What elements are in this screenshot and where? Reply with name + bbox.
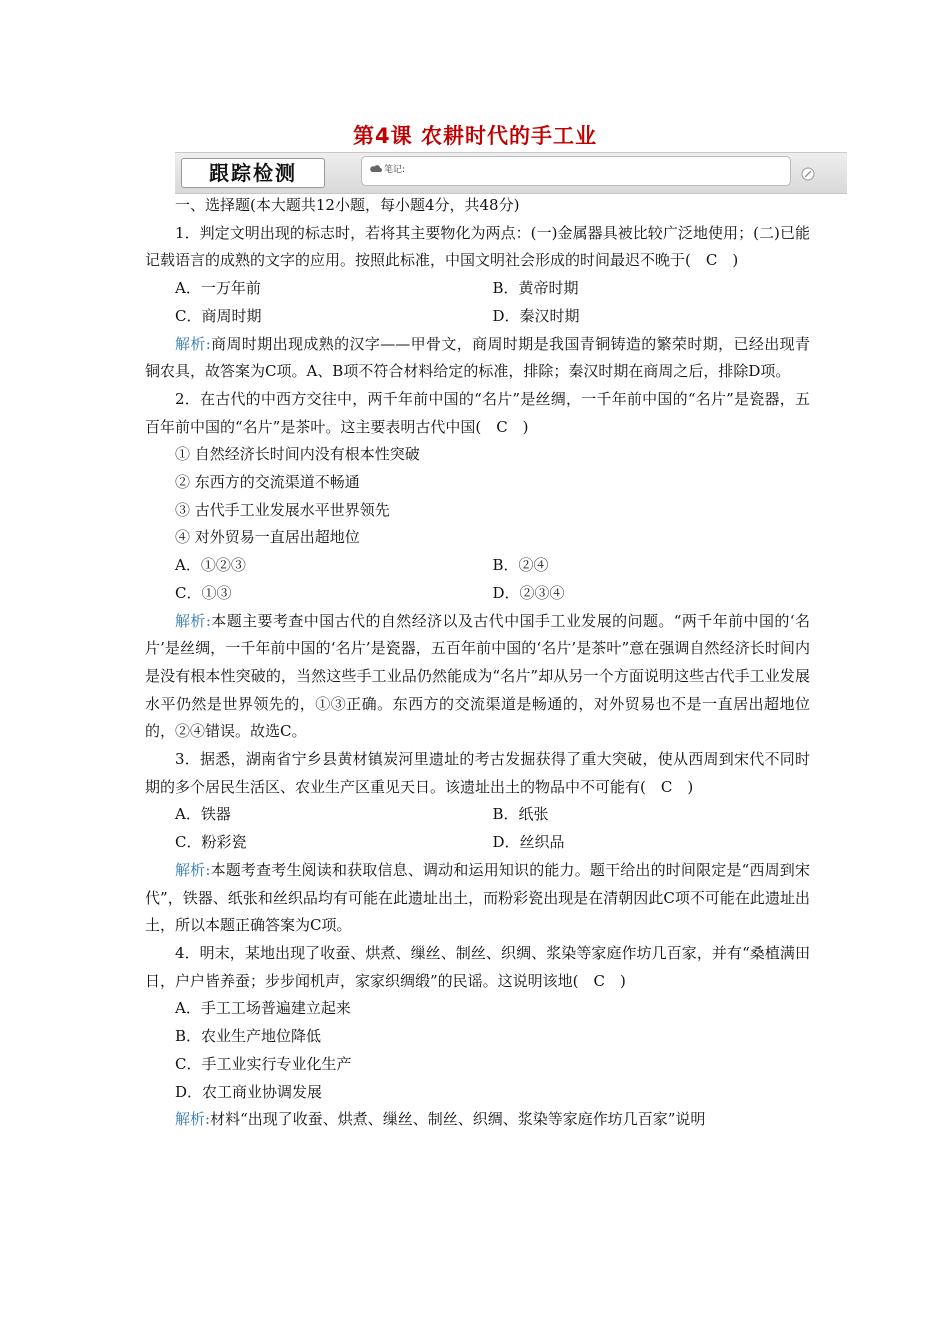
question-2-options-row-2 (145, 580, 810, 608)
question-1-options-row-2 (145, 303, 810, 331)
analysis-label: 解析: (175, 611, 211, 630)
option-c: C．手工业实行专业化生产 (175, 1054, 352, 1073)
tracking-badge: 跟踪检测 (181, 158, 325, 188)
option-d: D．丝织品 (492, 833, 565, 852)
question-2-stem: 2．在古代的中西方交往中，两千年前中国的“名片”是丝绸，一千年前中国的“名片”是瓷器，五百年前中国的“名片”是茶叶。这主要表明古代中国( C ) (145, 389, 810, 436)
analysis-text: 商周时期出现成熟的汉字——甲骨文，商周时期是我国青铜铸造的繁荣时期，已经出现青铜农具，故答案为C项。A、B项不符合材料给定的标准，排除；秦汉时期在商周之后，排除D项。 (145, 334, 810, 381)
question-2-options-row-1 (145, 552, 810, 580)
tracking-header-bar (175, 152, 847, 194)
question-3-analysis (145, 857, 810, 940)
analysis-label: 解析: (175, 860, 211, 879)
option-a: A．①②③ (175, 556, 246, 575)
analysis-text: 材料“出现了收蚕、烘煮、缫丝、制丝、织绸、浆染等家庭作坊几百家”说明 (210, 1110, 706, 1129)
statement-1: ① 自然经济长时间内没有根本性突破 (175, 445, 420, 464)
cloud-icon (370, 164, 382, 176)
option-a: A．一万年前 (175, 279, 261, 298)
analysis-text: 本题考查考生阅读和获取信息、调动和运用知识的能力。题干给出的时间限定是“西周到宋代”，铁器、纸张和丝织品均有可能在此遗址出土，而粉彩瓷出现是在清朝因此C项不可能在此遗址出土，所以本题正确答案为C项。 (145, 860, 810, 935)
analysis-label: 解析: (175, 1110, 211, 1129)
question-3-options-row-2 (145, 829, 810, 857)
option-b: B．纸张 (492, 805, 549, 824)
question-3-stem: 3．据悉，湖南省宁乡县黄材镇炭河里遗址的考古发掘获得了重大突破，使从西周到宋代不同时期的多个居民生活区、农业生产区重见天日。该遗址出土的物品中不可能有( C ) (145, 750, 810, 796)
question-1-analysis (145, 331, 810, 386)
question-3-options-row-1 (145, 801, 810, 829)
option-d: D．农工商业协调发展 (175, 1082, 323, 1101)
option-b: B．农业生产地位降低 (175, 1027, 322, 1046)
analysis-text: 本题主要考查中国古代的自然经济以及古代中国手工业发展的问题。“两千年前中国的‘名片’是丝绸，一千年前中国的‘名片’是瓷器，五百年前中国的‘名片’是茶叶”意在强调自然经济长时间内是没有根本性突破的，当然这些手工业品仍然能成为“名片”却从另一个方面说明这些古代手工业发展水平仍然是世界领先的，①③正确。东西方的交流渠道是畅通的，对外贸易也不是一直居出超地位的，②④错误。故选C。 (145, 611, 810, 741)
option-c: C．商周时期 (175, 306, 262, 325)
notes-field[interactable] (361, 156, 791, 186)
notes-label: 笔记: (384, 165, 406, 175)
lesson-title: 第4课 农耕时代的手工业 (353, 124, 597, 148)
option-c: C．粉彩瓷 (175, 833, 247, 852)
question-4-stem: 4．明末，某地出现了收蚕、烘煮、缫丝、制丝、织绸、浆染等家庭作坊几百家，并有“桑植满田日，户户皆养蚕；步步闻机声，家家织绸缎”的民谣。这说明该地( C ) (145, 943, 810, 990)
option-d: D．②③④ (492, 583, 565, 602)
option-b: B．②④ (492, 556, 549, 575)
statement-3: ③ 古代手工业发展水平世界领先 (175, 500, 390, 519)
option-a: A．手工工场普遍建立起来 (175, 999, 351, 1018)
option-b: B．黄帝时期 (492, 279, 579, 298)
option-c: C．①③ (175, 583, 232, 602)
question-4-analysis (145, 1106, 810, 1134)
question-1-stem: 1．判定文明出现的标志时，若将其主要物化为两点：(一)金属器具被比较广泛地使用；(二)已能记载语言的成熟的文字的应用。按照此标准，中国文明社会形成的时间最迟不晚于( C ) (145, 223, 810, 270)
statement-2: ② 东西方的交流渠道不畅通 (175, 473, 360, 492)
question-2-analysis (145, 608, 810, 747)
option-d: D．秦汉时期 (492, 306, 580, 325)
question-content (145, 192, 810, 1134)
statement-4: ④ 对外贸易一直居出超地位 (175, 528, 360, 547)
pin-icon[interactable] (801, 166, 815, 185)
question-1-options-row-1 (145, 275, 810, 303)
analysis-label: 解析: (175, 334, 211, 353)
section-heading: 一、选择题(本大题共12小题，每小题4分，共48分) (175, 196, 520, 214)
option-a: A．铁器 (175, 805, 231, 824)
